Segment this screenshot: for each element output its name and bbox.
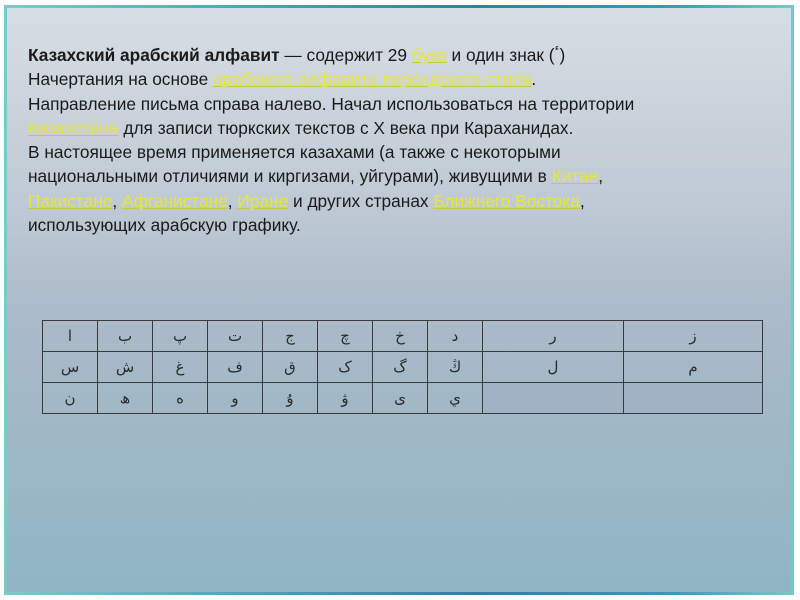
text-span: — содержит 29 [279, 45, 412, 65]
text-span: Направление письма справа налево. Начал использоваться на территории [28, 93, 635, 114]
link-bukv[interactable]: букв [411, 45, 447, 65]
table-row [43, 383, 763, 414]
paragraph-1 [28, 43, 688, 140]
text-block [28, 43, 688, 237]
text-span: для записи тюркских текстов с X века при Караханидах. [118, 117, 574, 138]
table-cell: ي [428, 383, 483, 414]
table-cell: ش [98, 352, 153, 383]
table-cell: ۋ [318, 383, 373, 414]
table-cell: و [208, 383, 263, 414]
table-cell: ت [208, 321, 263, 352]
table-cell-empty [624, 383, 763, 414]
alphabet-table [42, 320, 763, 414]
table-cell: س [43, 352, 98, 383]
text-span: , [227, 190, 238, 211]
text-span: , использующих арабскую графику. [28, 190, 585, 236]
link-arabic-alphabet[interactable]: арабского алфавита персидского стиля [213, 69, 532, 90]
table-cell: ز [624, 321, 763, 352]
paragraph-2 [28, 140, 688, 237]
text-span: и один знак (ٴ) [446, 45, 566, 65]
text-span: В настоящее время применяется казахами (а также с некоторыми национальными отличиями и киргизами, уйгурами), живущими в [28, 142, 561, 187]
table-cell: ە [153, 383, 208, 414]
link-middle-east[interactable]: Ближнего Востока [433, 190, 580, 211]
table-cell: ق [263, 352, 318, 383]
link-pakistan[interactable]: Пакистане [28, 190, 113, 211]
table-row [43, 321, 763, 352]
text-span: , [598, 166, 604, 187]
table-cell: ک [318, 352, 373, 383]
table-cell: م [624, 352, 763, 383]
link-afghanistan[interactable]: Афганистане [121, 190, 228, 211]
link-iran[interactable]: Иране [237, 190, 289, 211]
table-cell: ج [263, 321, 318, 352]
table-cell: ھ [98, 383, 153, 414]
table-cell: چ [318, 321, 373, 352]
table-cell: ن [43, 383, 98, 414]
table-cell: ۇ [263, 383, 318, 414]
table-cell: ر [483, 321, 624, 352]
link-china[interactable]: Китае [551, 166, 599, 187]
table-cell: غ [153, 352, 208, 383]
table-cell: ى [373, 383, 428, 414]
table-cell: ل [483, 352, 624, 383]
text-span: . [531, 69, 537, 90]
table-cell: ڭ [428, 352, 483, 383]
table-cell: ف [208, 352, 263, 383]
text-span: , [112, 190, 122, 211]
table-cell: پ [153, 321, 208, 352]
table-cell-empty [483, 383, 624, 414]
table-cell: گ [373, 352, 428, 383]
table-cell: د [428, 321, 483, 352]
table-cell: ا [43, 321, 98, 352]
table-row [43, 352, 763, 383]
slide [4, 5, 794, 595]
table-cell: خ [373, 321, 428, 352]
text-span: Начертания на основе [28, 69, 214, 90]
table-cell: ب [98, 321, 153, 352]
link-kazakhstan[interactable]: Казахстана [28, 117, 119, 138]
text-span: и других странах [288, 190, 434, 211]
lead-title: Казахский арабский алфавит [28, 45, 280, 65]
